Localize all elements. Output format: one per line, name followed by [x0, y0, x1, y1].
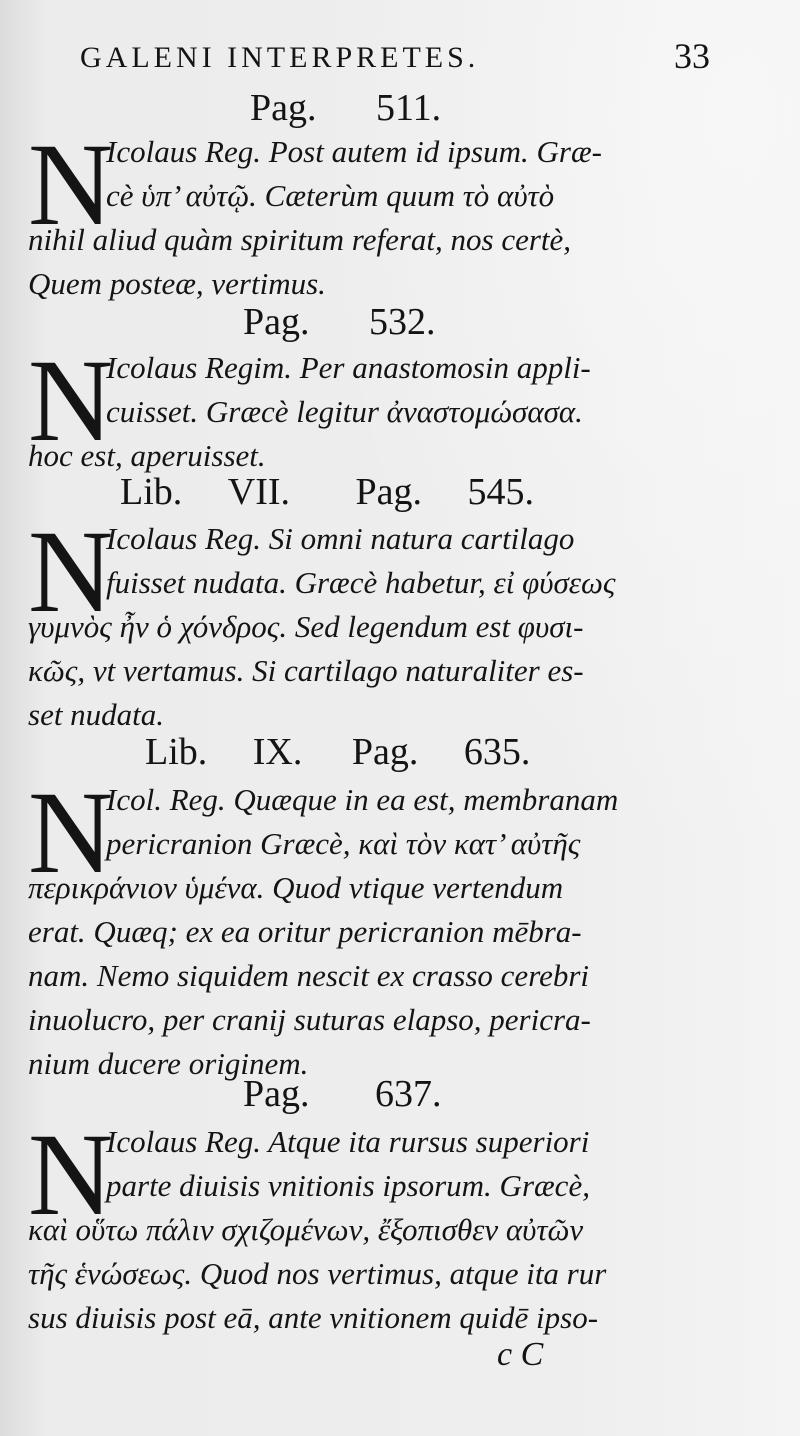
heading-word: Pag.	[355, 471, 423, 513]
text-line: nihil aliud quàm spiritum referat, nos certè,	[28, 222, 572, 257]
signature-mark: c C	[497, 1336, 544, 1373]
text-line: sus diuisis post eā, ante vnitionem quidē ipso-	[28, 1300, 599, 1335]
drop-cap: N	[28, 767, 114, 898]
text-line: Icolaus Reg. Atque ita rursus superiori	[106, 1124, 590, 1159]
text-line: fuisset nudata. Græcè habetur, εἰ φύσεως	[106, 565, 616, 600]
text-line: κῶς, vt vertamus. Si cartilago naturaliter es-	[28, 653, 584, 688]
page-number: 33	[674, 36, 710, 76]
text-line: καὶ οὕτω πάλιν σχιζομένων, ἔξοπισθεν αὐτῶν	[28, 1212, 584, 1247]
text-line: hoc est, aperuisset.	[28, 438, 266, 473]
text-line: nam. Nemo siquidem nescit ex crasso cerebri	[28, 958, 590, 993]
heading-word: Lib.	[145, 731, 208, 773]
text-line: περικράνιον ὑμένα. Quod vtique vertendum	[28, 870, 564, 905]
heading-number: 635.	[463, 731, 531, 773]
text-line: γυμνὸς ἦν ὁ χόνδρος. Sed legendum est φυσι-	[28, 609, 584, 644]
entry	[28, 119, 683, 301]
heading-number: 637.	[375, 1073, 442, 1115]
text-line: Icolaus Reg. Post autem id ipsum. Græ-	[106, 134, 602, 169]
section-heading	[145, 730, 530, 774]
entry	[28, 335, 683, 473]
entry	[28, 1109, 683, 1335]
running-head	[80, 35, 710, 85]
heading-word: Lib.	[120, 471, 183, 513]
heading-word: Pag.	[243, 301, 310, 343]
heading-word: IX.	[252, 731, 303, 773]
text-line: nium ducere originem.	[28, 1046, 309, 1081]
section-heading	[243, 300, 436, 344]
text-line: Quem posteæ, vertimus.	[28, 266, 326, 301]
section-heading	[120, 470, 534, 514]
text-line: τῆς ἑνώσεως. Quod nos vertimus, atque ita rur	[28, 1256, 607, 1291]
heading-word: Pag.	[243, 1073, 310, 1115]
text-line: pericranion Græcè, καὶ τὸν κατ’ αὐτῆς	[106, 826, 581, 861]
text-line: erat. Quæq; ex ea oritur pericranion mēbra-	[28, 914, 582, 949]
text-line: inuolucro, per cranij suturas elapso, pericra-	[28, 1002, 591, 1037]
section-heading	[243, 1072, 442, 1116]
heading-word: Pag.	[250, 87, 317, 129]
drop-cap: N	[28, 1109, 114, 1240]
heading-word: VII.	[227, 471, 291, 513]
drop-cap: N	[28, 506, 114, 637]
section-heading	[250, 86, 441, 130]
text-line: Icol. Reg. Quæque in ea est, membranam	[106, 782, 619, 817]
running-title: GALENI INTERPRETES.	[80, 41, 480, 74]
heading-number: 532.	[369, 301, 436, 343]
text-line: cè ὑπ’ αὐτῷ. Cæterùm quum τὸ αὐτὸ	[106, 178, 555, 213]
heading-number: 545.	[467, 471, 535, 513]
text-line: Icolaus Reg. Si omni natura cartilago	[106, 521, 575, 556]
text-line: set nudata.	[28, 697, 165, 732]
heading-number: 511.	[376, 87, 442, 129]
drop-cap: N	[28, 119, 114, 250]
entry	[28, 767, 683, 1081]
text-line: cuisset. Græcè legitur ἀναστομώσασα.	[106, 394, 583, 429]
heading-word: Pag.	[351, 731, 419, 773]
entry	[28, 506, 683, 732]
text-line: Icolaus Regim. Per anastomosin appli-	[106, 350, 591, 385]
text-line: parte diuisis vnitionis ipsorum. Græcè,	[106, 1168, 590, 1203]
drop-cap: N	[28, 335, 114, 466]
